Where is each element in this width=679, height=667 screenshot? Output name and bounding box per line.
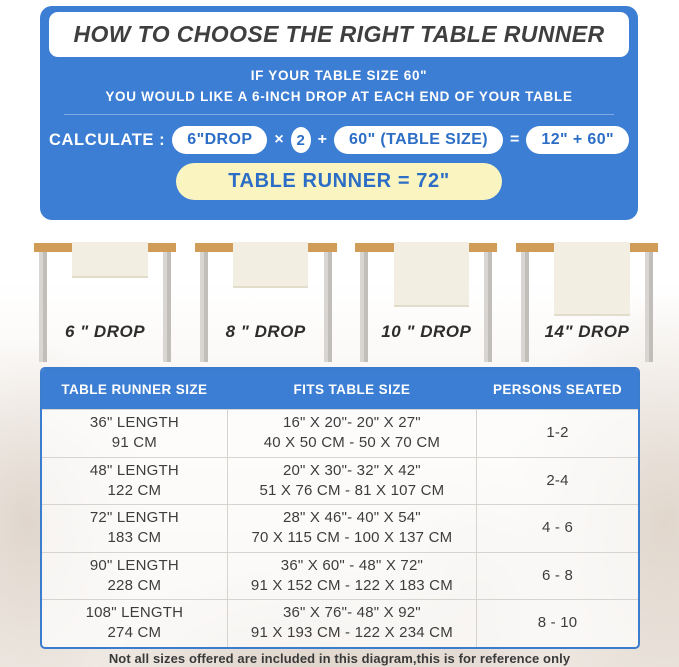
persons-seated-cell: 1-2 (546, 424, 569, 442)
calculate-label: CALCULATE : (49, 130, 166, 149)
table-row (42, 504, 638, 552)
table-row (42, 552, 638, 600)
runner-size-cm: 183 CM (107, 529, 162, 547)
table-leg-right (324, 252, 332, 362)
table-leg-left (521, 252, 529, 362)
size-reference-table (40, 367, 640, 649)
fits-size-cm: 91 X 193 CM - 122 X 234 CM (250, 624, 453, 642)
fits-size-cell (227, 458, 477, 505)
runner-drape (233, 242, 308, 288)
page-title: HOW TO CHOOSE THE RIGHT TABLE RUNNER (73, 21, 605, 47)
fits-size-in: 20" X 30"- 32" X 42" (282, 461, 421, 479)
table-row (42, 409, 638, 457)
persons-seated-cell: 6 - 8 (542, 566, 574, 584)
intro-line-2: YOU WOULD LIKE A 6-INCH DROP AT EACH END OF YOUR TABLE (105, 89, 573, 104)
table-illustration-6in (34, 238, 176, 365)
table-illustration-14in (516, 238, 658, 365)
result-pill: TABLE RUNNER = 72" (176, 163, 502, 200)
table-illustration-10in (355, 238, 497, 365)
runner-size-cell (42, 505, 227, 552)
runner-drape (72, 242, 147, 278)
persons-seated-cell: 2-4 (546, 471, 569, 489)
drop-pill: 6"DROP (172, 126, 267, 154)
runner-drape (394, 242, 469, 307)
times-operator: × (274, 131, 284, 148)
runner-drape (554, 242, 629, 316)
fits-size-in: 36" X 76"- 48" X 92" (282, 604, 421, 621)
fits-size-cm: 40 X 50 CM - 50 X 70 CM (263, 434, 441, 452)
formula-row (49, 126, 629, 154)
runner-size-cm: 91 CM (111, 434, 157, 452)
col-header-persons: PERSONS SEATED (492, 381, 623, 397)
fits-size-cm: 91 X 152 CM - 122 X 183 CM (250, 576, 453, 594)
table-leg-left (360, 252, 368, 362)
fits-size-in: 16" X 20"- 20" X 27" (282, 414, 421, 431)
header-panel (40, 6, 638, 220)
table-leg-left (200, 252, 208, 362)
fits-size-in: 28" X 46"- 40" X 54" (282, 509, 421, 526)
runner-size-in: 108" LENGTH (85, 604, 184, 621)
runner-size-in: 90" LENGTH (89, 556, 179, 574)
fits-size-cell (227, 600, 477, 647)
runner-size-cell (42, 458, 227, 505)
runner-size-in: 48" LENGTH (89, 461, 179, 479)
divider (64, 114, 614, 115)
footnote: Not all sizes offered are included in this diagram,this is for reference only (108, 651, 571, 666)
table-leg-right (484, 252, 492, 362)
multiplier-badge: 2 (291, 127, 311, 153)
runner-size-cm: 122 CM (107, 481, 162, 499)
table-leg-right (645, 252, 653, 362)
fits-size-in: 36" X 60" - 48" X 72" (280, 556, 424, 574)
persons-seated-cell: 4 - 6 (542, 519, 574, 537)
drop-label: 10 " DROP (381, 322, 472, 341)
drop-label: 6 " DROP (64, 322, 146, 341)
fits-size-cell (227, 410, 477, 457)
title-box (49, 12, 629, 57)
intro-line-1: IF YOUR TABLE SIZE 60" (250, 68, 428, 83)
equals-operator: = (510, 131, 520, 148)
table-row (42, 599, 638, 647)
runner-size-cm: 274 CM (107, 624, 162, 642)
runner-size-cell (42, 553, 227, 600)
fits-size-cell (227, 553, 477, 600)
drop-illustrations (34, 238, 658, 365)
table-leg-left (39, 252, 47, 362)
table-row (42, 457, 638, 505)
table-size-pill: 60" (TABLE SIZE) (334, 126, 503, 154)
table-illustration-8in (195, 238, 337, 365)
runner-size-cell (42, 600, 227, 647)
runner-size-cm: 228 CM (107, 576, 162, 594)
drop-label: 8 " DROP (225, 322, 306, 341)
persons-seated-cell: 8 - 10 (537, 614, 578, 632)
drop-label: 14" DROP (544, 322, 630, 341)
col-header-runner-size: TABLE RUNNER SIZE (61, 381, 208, 397)
fits-size-cm: 70 X 115 CM - 100 X 137 CM (251, 529, 453, 547)
sum-pill: 12" + 60" (526, 126, 629, 154)
fits-size-cell (227, 505, 477, 552)
runner-size-cell (42, 410, 227, 457)
runner-size-in: 72" LENGTH (89, 509, 179, 526)
fits-size-cm: 51 X 76 CM - 81 X 107 CM (259, 481, 445, 499)
plus-operator: + (317, 131, 327, 148)
col-header-fits-size: FITS TABLE SIZE (293, 381, 411, 397)
intro-text (49, 68, 629, 104)
table-header-row (42, 369, 638, 409)
runner-size-in: 36" LENGTH (89, 414, 179, 431)
table-leg-right (163, 252, 171, 362)
